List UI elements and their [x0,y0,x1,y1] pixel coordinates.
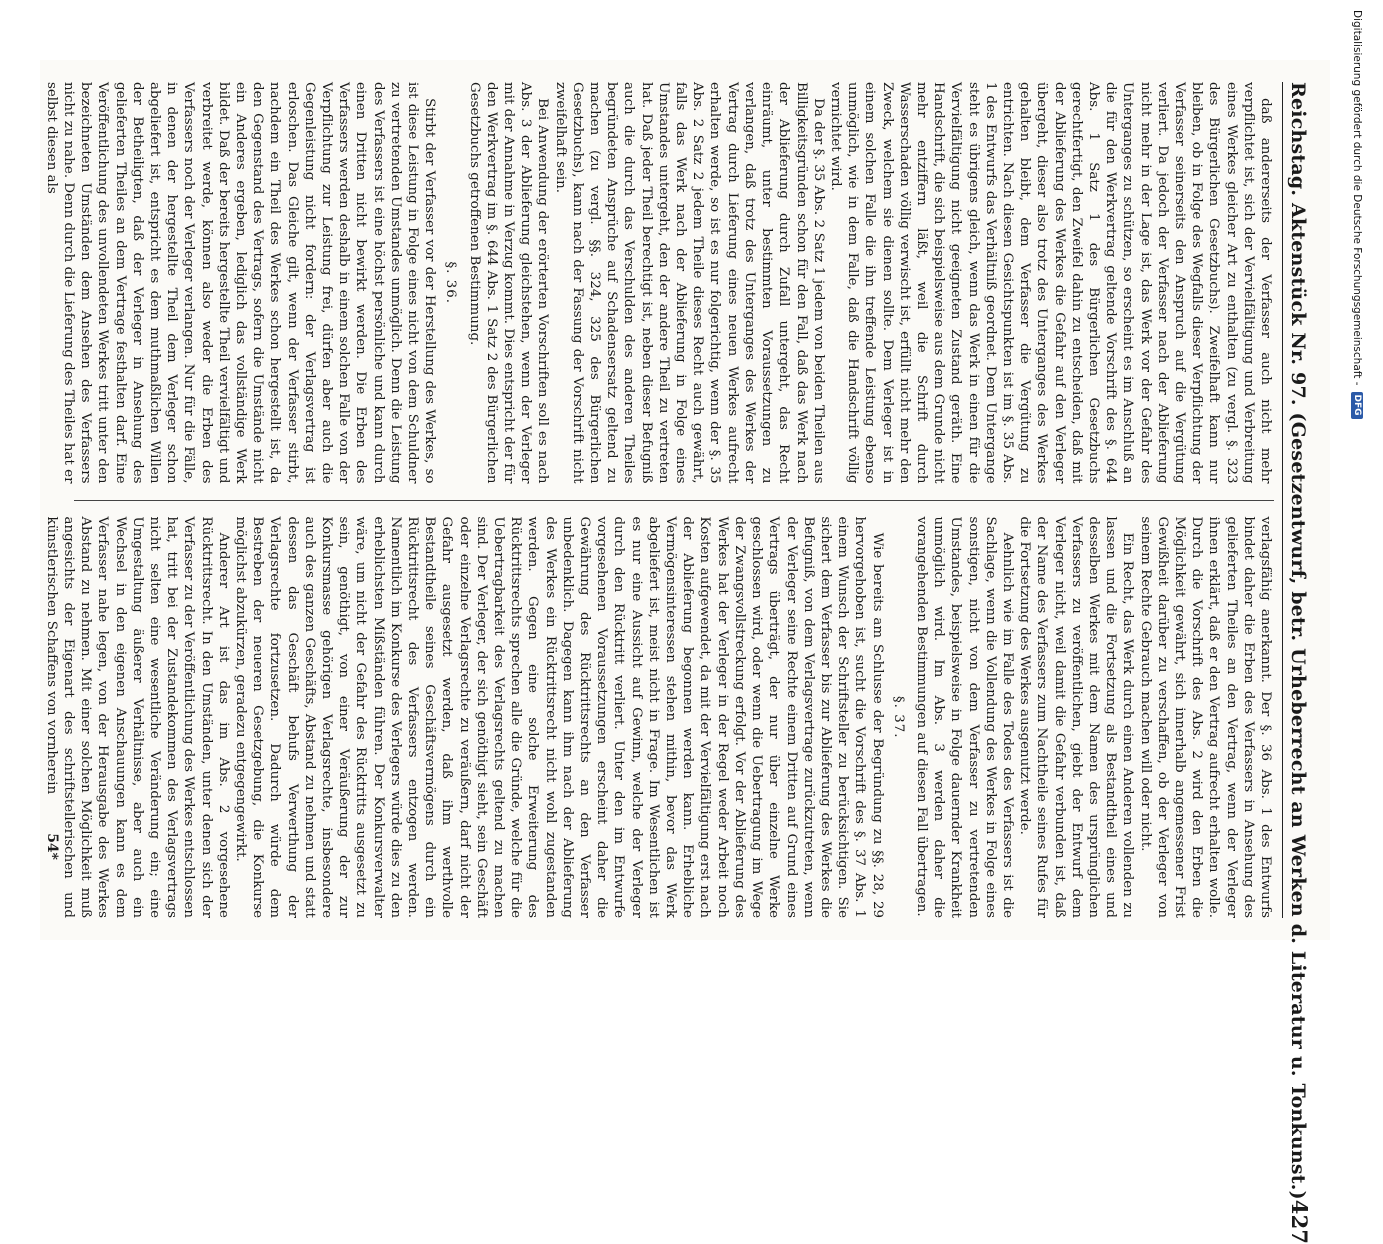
paragraph: Aehnlich wie im Falle des Todes des Verfassers ist die Sachlage, wenn die Vollendung des Werkes in Folge eines sonstigen, nicht von dem Verfasser zu vertretenden Umstandes, beispielsweise in Folge dauernder Krankheit unmöglich wird. Im Abs. 3 werden daher die vorangehenden Bestimmungen auf diesen Fall übertragen. [913,516,1015,918]
column-divider [74,500,1274,501]
paragraph: Stirbt der Verfasser vor der Herstellung des Werkes, so ist diese Leistung in Folge eines nicht von dem Schuldner zu vertretenden Umstandes unmöglich. Denn die Leistung des Verfassers ist eine höchst persönliche und kann durch einen Dritten nicht bewirkt werden. Die Erben des Verfassers werden deshalb in einem solchen Falle von der Verpflichtung zur Leistung frei, dürfen aber auch die Gegenleistung nicht fordern: der Verlagsvertrag ist erloschen. Das Gleiche gilt, wenn der Verfasser stirbt, nachdem ein Theil des Werkes schon hergestellt ist, da den Gegenstand des Vertrags, sofern die Umstände nicht ein Anderes ergeben, lediglich das vollständige Werk bildet. Daß der bereits hergestellte Theil vervielfältigt und verbreitet werde, können also weder die Erben des Verfassers noch der Verleger verlangen. Nur für die Fälle, in denen der hergestellte Theil dem Verleger schon abgeliefert ist, entspricht es dem muthmaßlichen Willen der Betheiligten, daß der Verleger in Ansehung des gelieferten Theiles an dem Vertrage festhalten darf. Eine Veröffentlichung des unvollendeten Werkes tritt unter den bezeichneten Umständen dem Ansehen des Verfassers nicht zu nahe. Denn durch die Lieferung des Theiles hat er selbst diesen als [43,82,438,484]
credit-text: Digitalisierung gefördert durch die Deutsche Forschungsgemeinschaft - [1351,10,1363,386]
signature-mark: 54* [44,833,60,860]
document-page [40,60,1330,1244]
paragraph: verlagsfähig anerkannt. Der §. 36 Abs. 1 des Entwurfs bindet daher die Erben des Verfassers in Ansehung des gelieferten Theiles an den Vertrag, wenn der Verleger ihnen erklärt, daß er den Vertrag aufrecht erhalten wolle. Durch die Vorschrift des Abs. 2 wird den Erben die Möglichkeit gewährt, sich innerhalb angemessener Frist Gewißheit darüber zu verschaffen, ob der Verleger von seinem Rechte Gebrauch machen will oder nicht. [1137,516,1273,918]
paragraph: Wie bereits am Schlusse der Begründung zu §§. 28, 29 hervorgehoben ist, sucht die Vorschrift des §. 37 Abs. 1 einem Wunsch der Schriftsteller zu berücksichtigen. Sie sichert dem Verfasser bis zur Ablieferung des Werkes die Befugniß, von dem Verlagsvertrage zurückzutreten, wenn der Verleger seine Rechte einem Dritten auf Grund eines Vertrags überträgt, der nur über einzelne Werke geschlossen wird, oder wenn die Uebertragung im Wege der Zwangsvollstreckung erfolgt. Vor der Ablieferung des Werkes hat der Verleger in der Regel weder Arbeit noch Kosten aufgewendet, da mit der Vervielfältigung erst nach der Ablieferung begonnen werden kann. Erhebliche Vermögensinteressen stehen mithin, bevor das Werk abgeliefert ist, meist nicht in Frage. Im Wesentlichen ist es nur eine Aussicht auf Gewinn, welche der Verleger durch den Rücktritt verliert. Unter den im Entwurfe vorgesehenen Voraussetzungen erscheint daher die Gewährung des Rücktrittsrechts an den Verfasser unbedenklich. Dagegen kann ihm nach der Ablieferung des Werkes ein Rücktrittsrecht nicht wohl zugestanden werden. Gegen eine solche Erweiterung des Rücktrittsrechts sprechen alle die Gründe, welche für die Uebertragbarkeit des Verlagsrechts geltend zu machen sind. Der Verleger, der sich genöthigt sieht, sein Geschäft oder einzelne Verlagsrechte zu veräußern, darf nicht der Gefahr ausgesetzt werden, daß ihm werthvolle Bestandtheile seines Geschäftsvermögens durch ein Rücktrittsrecht des Verfassers entzogen werden. Namentlich im Konkurse des Verlegers würde dies zu den erheblichsten Mißständen führen. Der Konkursverwalter wäre, um nicht der Gefahr des Rücktritts ausgesetzt zu sein, genöthigt, von einer Veräußerung der zur Konkursmasse gehörigen Verlagsrechte, insbesondere auch des ganzen Geschäfts, Abstand zu nehmen und statt dessen das Geschäft behufs Verwerthung der Verlagsrechte fortzusetzen. Dadurch würde dem Bestreben der neueren Gesetzgebung, die Konkurse möglichst abzukürzen, geradezu entgegengewirkt. [233,516,885,918]
dfg-logo: DFG [1351,392,1363,419]
paragraph: Anderer Art ist das im Abs. 2 vorgesehene Rücktrittsrecht. In den Umständen, unter denen sich der Verfasser zu der Veröffentlichung des Werkes entschlossen hat, tritt bei der Zustandekommen des Verlagsvertrags nicht selten eine wesentliche Veränderung ein; eine Umgestaltung äußerer Verhältnisse, aber auch ein Wechsel in den eigenen Anschauungen kann es dem Verfasser nahe legen, von der Herausgabe des Werkes Abstand zu nehmen. Mit einer solchen Möglichkeit muß angesichts der Eigenart des schriftstellerischen und künstlerischen Schaffens von vornherein [43,516,231,919]
section-heading: §. 37. [890,695,906,739]
page-number: 427 [1287,1199,1312,1244]
paragraph: daß andererseits der Verfasser auch nicht mehr verpflichtet ist, sich der Vervielfältigung und Verbreitung eines Werkes gleicher Art zu enthalten (zu vergl. §. 323 des Bürgerlichen Gesetzbuchs). Zweifelhaft kann nur bleiben, ob in Folge des Wegfalls dieser Verpflichtung der Verfasser seinerseits den Anspruch auf die Vergütung verliert. Da jedoch der Verfasser nach der Ablieferung nicht mehr in der Lage ist, das Werk vor der Gefahr des Unterganges zu schützen, so erscheint es im Anschluß an die für den Werkvertrag geltende Vorschrift des §. 644 Abs. 1 Satz 1 des Bürgerlichen Gesetzbuchs gerechtfertigt, den Zweifel dahin zu entscheiden, daß mit der Ablieferung des Werkes die Gefahr auf den Verleger übergeht, dieser also trotz des Unterganges des Werkes gehalten bleibt, dem Verfasser die Vergütung zu entrichten. Nach diesen Gesichtspunkten ist im §. 35 Abs. 1 des Entwurfs das Verhältniß geordnet. Dem Untergange steht es übrigens gleich, wenn das Werk in einen für die Vervielfältigung nicht geeigneten Zustand geräth. Eine Handschrift, die sich beispielsweise aus dem Grunde nicht mehr entziffern läßt, weil die Schrift durch Wasserschaden völlig verwischt ist, erfüllt nicht mehr den Zweck, welchem sie dienen sollte. Dem Verleger ist in einem solchen Falle die ihn treffende Leistung ebenso unmöglich, wie in dem Falle, daß die Handschrift völlig vernichtet wird. [827,82,1273,484]
page-header [1282,82,1312,1244]
digitization-credit [1350,10,1372,610]
page-title: Reichstag. Aktenstück Nr. 97. (Gesetzentwurf, betr. Urheberrecht an Werken d. Literatur u. Tonkunst.) [1287,82,1309,1200]
paragraph: Da der §. 35 Abs. 2 Satz 1 jedem von beiden Theilen aus Billigkeitsgründen schon für den Fall, daß das Werk nach der Ablieferung durch Zufall untergeht, das Recht einräumt, unter bestimmten Voraussetzungen zu verlangen, daß trotz des Unterganges des Werkes der Vertrag durch Lieferung eines neuen Werkes aufrecht erhalten werde, so ist es nur folgerichtig, wenn der §. 35 Abs. 2 Satz 2 jedem Theile dieses Recht auch gewährt, falls das Werk nach der Ablieferung in Folge eines Umstandes untergeht, den der andere Theil zu vertreten hat. Daß jeder Theil berechtigt ist, neben dieser Befugniß auch die durch das Verschulden des anderen Theiles begründeten Ansprüche auf Schadensersatz geltend zu machen (zu vergl. §§. 324, 325 des Bürgerlichen Gesetzbuchs), kann nach der Fassung der Vorschrift nicht zweifelhaft sein. [552,82,826,484]
section-heading: §. 36. [443,261,459,304]
paragraph: Bei Anwendung der erörterten Vorschriften soll es nach Abs. 3 der Ablieferung gleichstehen, wenn der Verleger mit der Annahme in Verzug kommt. Dies entspricht der für den Werkvertrag im §. 644 Abs. 1 Satz 2 des Bürgerlichen Gesetzbuchs getroffenen Bestimmung. [466,82,551,484]
paragraph: Ein Recht, das Werk durch einen Anderen vollenden zu lassen und die Fortsetzung als Bestandtheil eines und desselben Werkes mit dem Namen des ursprünglichen Verfassers zu veröffentlichen, giebt der Entwurf dem Verleger nicht, weil damit die Gefahr verbunden ist, daß der Name des Verfassers zum Nachtheile seines Rufes für die Fortsetzung des Werkes ausgenutzt werde. [1017,516,1136,918]
left-column [43,82,1274,484]
scanned-page-frame [40,60,1330,1244]
